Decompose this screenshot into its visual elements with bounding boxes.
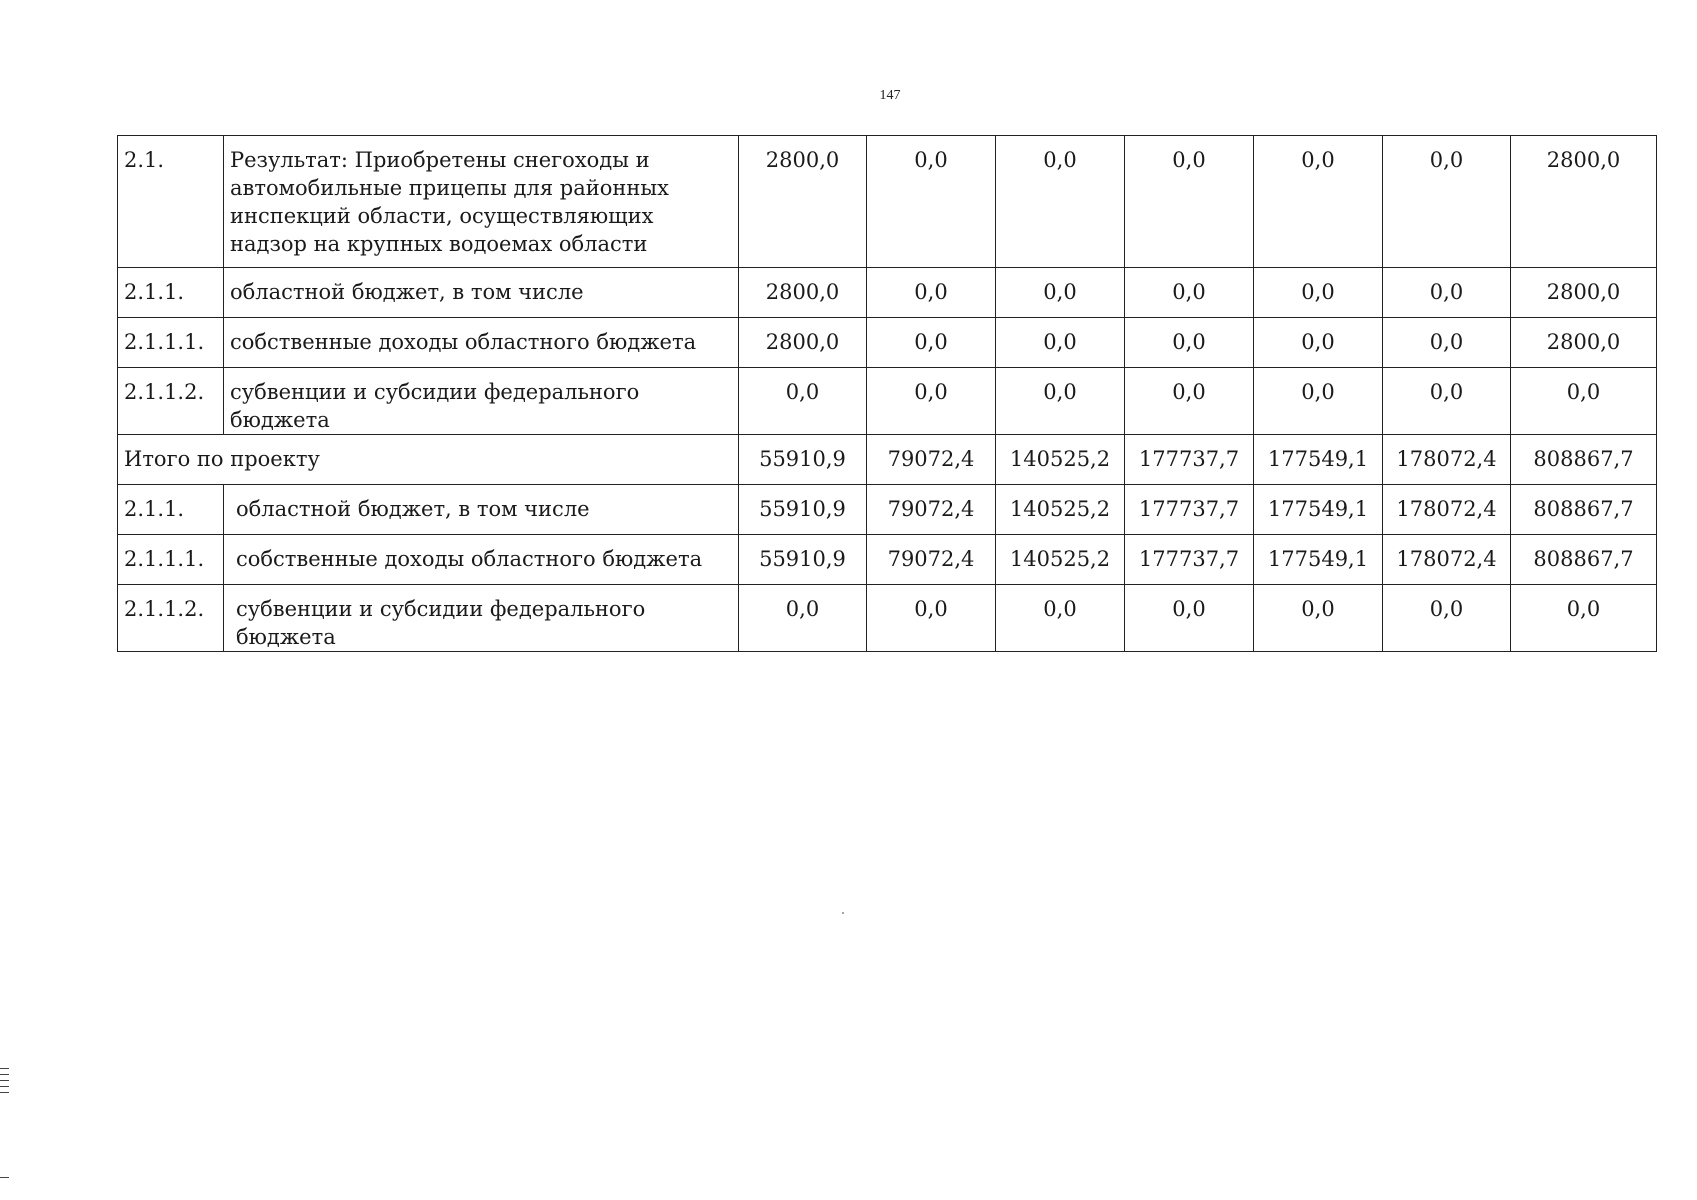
value-cell: 177549,1 [1254,535,1383,585]
value-cell: 0,0 [996,368,1125,435]
value-cell: 177549,1 [1254,485,1383,535]
value-cell: 178072,4 [1383,535,1511,585]
row-number: 2.1.1. [118,268,224,318]
table-row [118,136,1657,268]
total-value-cell: 177737,7 [1125,435,1254,485]
value-cell: 2800,0 [1511,318,1657,368]
value-cell: 0,0 [1383,268,1511,318]
row-name: Результат: Приобретены снегоходы и автомобильные прицепы для районных инспекций области, осуществляющих надзор на крупных водоемах области [224,136,739,268]
row-number: 2.1.1.2. [118,368,224,435]
value-cell: 0,0 [996,136,1125,268]
page-number: 147 [879,88,901,103]
total-row [118,435,1657,485]
total-value-cell: 79072,4 [867,435,996,485]
value-cell: 0,0 [1254,136,1383,268]
scan-speck [842,912,844,914]
table-row [118,368,1657,435]
value-cell: 808867,7 [1511,535,1657,585]
value-cell: 808867,7 [1511,485,1657,535]
total-value-cell: 177549,1 [1254,435,1383,485]
value-cell: 55910,9 [739,485,867,535]
value-cell: 0,0 [1511,585,1657,652]
value-cell: 0,0 [1254,585,1383,652]
table-row [118,585,1657,652]
value-cell: 0,0 [867,585,996,652]
total-value-cell: 55910,9 [739,435,867,485]
row-name: собственные доходы областного бюджета [224,318,739,368]
value-cell: 0,0 [996,318,1125,368]
table-row [118,485,1657,535]
value-cell: 79072,4 [867,535,996,585]
value-cell: 0,0 [1125,585,1254,652]
value-cell: 0,0 [867,368,996,435]
value-cell: 177737,7 [1125,535,1254,585]
value-cell: 0,0 [1125,318,1254,368]
row-number: 2.1.1.2. [118,585,224,652]
budget-table [117,135,1657,652]
value-cell: 2800,0 [739,136,867,268]
row-number: 2.1. [118,136,224,268]
total-label: Итого по проекту [118,435,739,485]
row-number: 2.1.1.1. [118,535,224,585]
value-cell: 0,0 [1383,318,1511,368]
total-value-cell: 178072,4 [1383,435,1511,485]
value-cell: 0,0 [739,585,867,652]
value-cell: 0,0 [1511,368,1657,435]
value-cell: 0,0 [867,268,996,318]
value-cell: 0,0 [1125,368,1254,435]
value-cell: 2800,0 [1511,136,1657,268]
row-name: собственные доходы областного бюджета [224,535,739,585]
row-number: 2.1.1.1. [118,318,224,368]
total-value-cell: 140525,2 [996,435,1125,485]
value-cell: 0,0 [1383,368,1511,435]
row-number: 2.1.1. [118,485,224,535]
row-name: субвенции и субсидии федерального бюджета [224,585,739,652]
row-name: областной бюджет, в том числе [224,485,739,535]
value-cell: 0,0 [1254,318,1383,368]
value-cell: 140525,2 [996,485,1125,535]
value-cell: 55910,9 [739,535,867,585]
margin-marks [0,1068,10,1098]
value-cell: 0,0 [1254,268,1383,318]
value-cell: 2800,0 [1511,268,1657,318]
value-cell: 0,0 [1383,585,1511,652]
value-cell: 0,0 [1383,136,1511,268]
table-row [118,318,1657,368]
value-cell: 0,0 [867,136,996,268]
value-cell: 79072,4 [867,485,996,535]
value-cell: 0,0 [739,368,867,435]
row-name: областной бюджет, в том числе [224,268,739,318]
value-cell: 0,0 [1125,268,1254,318]
value-cell: 2800,0 [739,318,867,368]
value-cell: 0,0 [1125,136,1254,268]
value-cell: 0,0 [996,585,1125,652]
value-cell: 177737,7 [1125,485,1254,535]
value-cell: 140525,2 [996,535,1125,585]
row-name: субвенции и субсидии федерального бюджета [224,368,739,435]
value-cell: 0,0 [867,318,996,368]
value-cell: 178072,4 [1383,485,1511,535]
value-cell: 2800,0 [739,268,867,318]
value-cell: 0,0 [1254,368,1383,435]
total-value-cell: 808867,7 [1511,435,1657,485]
value-cell: 0,0 [996,268,1125,318]
table-row [118,268,1657,318]
margin-tick [0,1177,9,1178]
table-row [118,535,1657,585]
